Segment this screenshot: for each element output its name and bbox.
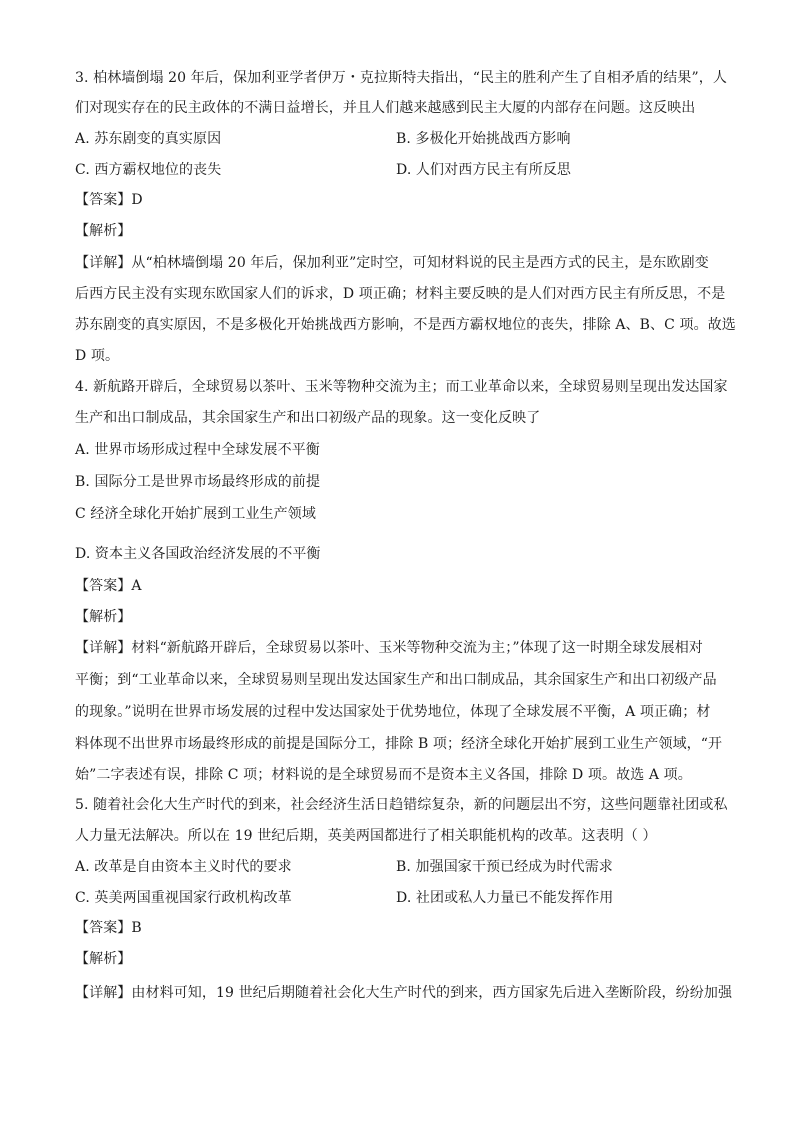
q4-option-b: B. 国际分工是世界市场最终形成的前提 (75, 474, 321, 490)
q5-stem-line-2: 人力量无法解决。所以在 19 世纪后期，英美两国都进行了相关职能机构的改革。这表明（ ） (75, 828, 657, 844)
q5-detail-line-1: 【详解】由材料可知，19 世纪后期随着社会化大生产时代的到来，西方国家先后进入垄断阶段，纷纷加强 (75, 985, 733, 1001)
q4-analysis-heading: 【解析】 (75, 609, 132, 625)
q5-analysis-heading: 【解析】 (75, 951, 132, 967)
q3-detail-line-1: 【详解】从“柏林墙倒塌 20 年后，保加利亚”定时空，可知材料说的民主是西方式的民主，是东欧剧变 (75, 255, 709, 271)
q5-option-a: A. 改革是自由资本主义时代的要求 (75, 859, 292, 875)
q5-option-b: B. 加强国家干预已经成为时代需求 (396, 859, 613, 875)
q5-option-c: C. 英美两国重视国家行政机构改革 (75, 890, 292, 906)
q3-option-d: D. 人们对西方民主有所反思 (396, 162, 572, 178)
q3-stem-line-1: 3. 柏林墙倒塌 20 年后，保加利亚学者伊万・克拉斯特夫指出，“民主的胜利产生了自相矛盾的结果”，人 (75, 70, 727, 86)
q4-answer: 【答案】A (75, 578, 142, 594)
q5-option-d: D. 社团或私人力量已不能发挥作用 (396, 890, 614, 906)
q4-detail-line-2: 平衡；到“工业革命以来，全球贸易则呈现出发达国家生产和出口制成品，其余国家生产和出口初级产品 (75, 672, 717, 688)
q3-detail-line-2: 后西方民主没有实现东欧国家人们的诉求，D 项正确；材料主要反映的是人们对西方民主有所反思，不是 (75, 286, 726, 302)
q4-detail-line-4: 料体现不出世界市场最终形成的前提是国际分工，排除 B 项；经济全球化开始扩展到工业生产领域，“开 (75, 736, 723, 752)
q4-detail-line-5: 始”二字表述有误，排除 C 项；材料说的是全球贸易而不是资本主义各国，排除 D 项。故选 A 项。 (75, 767, 692, 783)
q5-stem-line-1: 5. 随着社会化大生产时代的到来，社会经济生活日趋错综复杂，新的问题层出不穷，这些问题靠社团或私 (75, 797, 728, 813)
q4-stem-line-1: 4. 新航路开辟后，全球贸易以茶叶、玉米等物种交流为主；而工业革命以来，全球贸易则呈现出发达国家 (75, 379, 728, 395)
q4-option-a: A. 世界市场形成过程中全球发展不平衡 (75, 442, 320, 458)
q3-option-a: A. 苏东剧变的真实原因 (75, 131, 222, 147)
q4-detail-line-3: 的现象。”说明在世界市场发展的过程中发达国家处于优势地位，体现了全球发展不平衡，A 项正确；材 (75, 704, 711, 720)
q4-option-d: D. 资本主义各国政治经济发展的不平衡 (75, 546, 321, 562)
q4-detail-line-1: 【详解】材料“新航路开辟后，全球贸易以茶叶、玉米等物种交流为主；”体现了这一时期全球发展相对 (75, 640, 703, 656)
q3-option-b: B. 多极化开始挑战西方影响 (396, 131, 571, 147)
q4-option-c: C 经济全球化开始扩展到工业生产领域 (75, 506, 316, 522)
q3-detail-line-4: D 项。 (75, 348, 120, 364)
q3-answer: 【答案】D (75, 192, 143, 208)
q4-stem-line-2: 生产和出口制成品，其余国家生产和出口初级产品的现象。这一变化反映了 (75, 410, 541, 426)
q3-analysis-heading: 【解析】 (75, 223, 132, 239)
q3-detail-line-3: 苏东剧变的真实原因，不是多极化开始挑战西方影响，不是西方霸权地位的丧失，排除 A、B、C 项。故选 (75, 317, 736, 333)
q5-answer: 【答案】B (75, 920, 142, 936)
q3-stem-line-2: 们对现实存在的民主政体的不满日益增长，并且人们越来越感到民主大厦的内部存在问题。这反映出 (75, 100, 696, 116)
q3-option-c: C. 西方霸权地位的丧失 (75, 162, 222, 178)
